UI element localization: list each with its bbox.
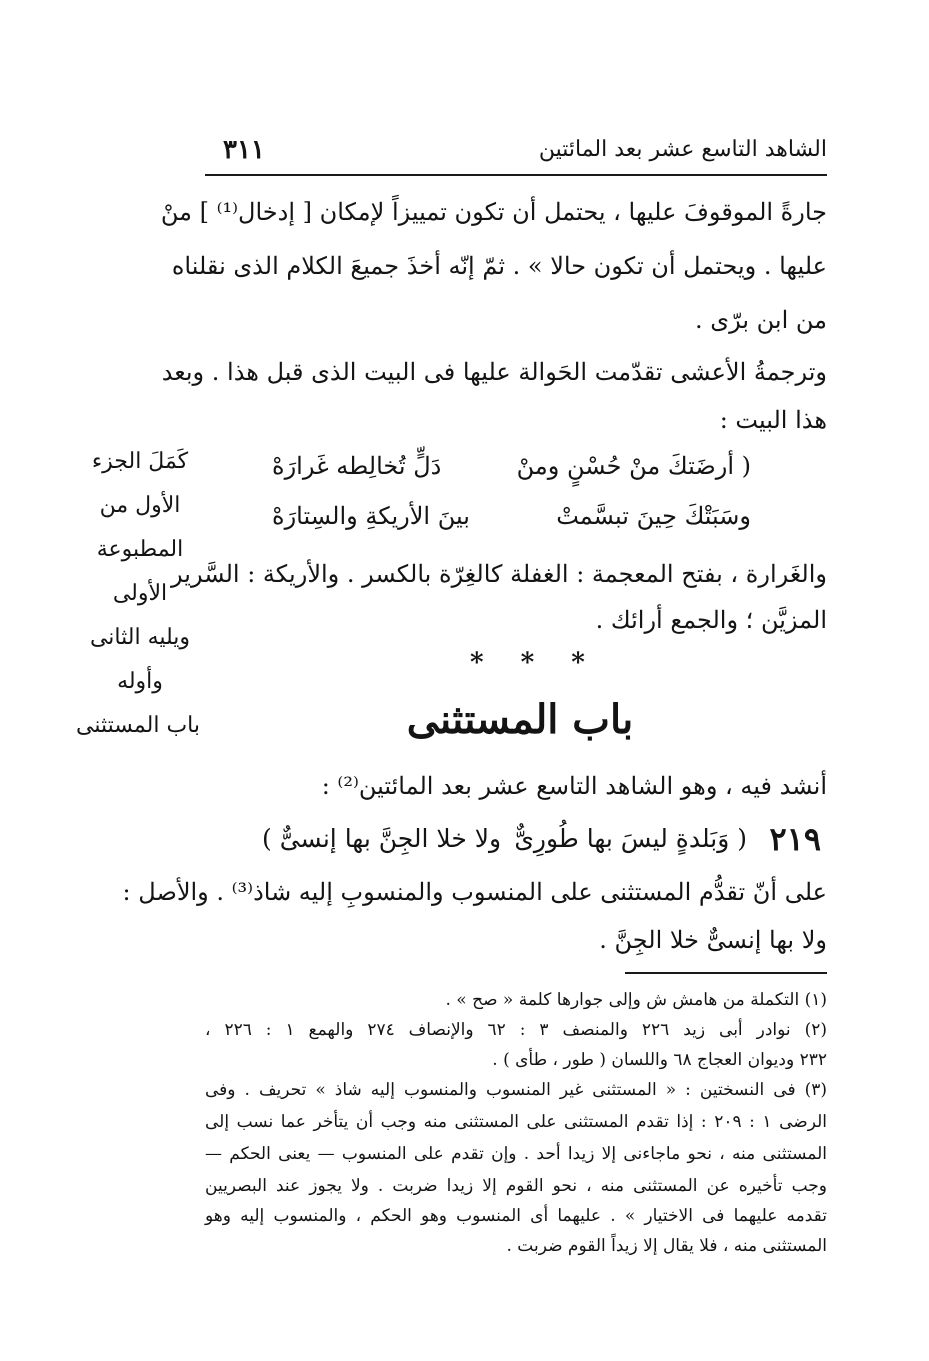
margin-note-line: المطبوعة [96,537,184,562]
margin-note-line: ويليه الثانى [89,625,191,650]
footnote-line: الرضى ١ : ٢٠٩ : إذا تقدم المستثنى على المستثنى منه وجب أن يتأخر عما نسب إلى [205,1112,827,1132]
footnote-line: تقدمه عليهما فى الاختيار » . عليهما أى المنسوب وهو الحكم ، والمنسوب إليه وهو [205,1206,827,1226]
verse-a-first-half: ( أرضَتكَ منْ حُسْنٍ ومنْ [516,452,751,480]
verse-b-first-half: وسَبَتْكَ حِينَ تبسَّمتْ [556,502,751,530]
gloss-line-1: والغَرارة ، بفتح المعجمة : الغفلة كالغِرّة بالكسر . والأريكة : السَّرير [171,560,827,588]
footnote-line: المستثنى منه ، نحو ماجاءنى إلا زيدا أحد . وإن تقدم على المنسوب — يعنى الحكم — [205,1144,827,1164]
margin-note [76,440,200,748]
body-line-2: عليها . ويحتمل أن تكون حالا » . ثمّ إنّه أخذَ جميعَ الكلام الذى نقلناه [171,252,827,280]
after-line-1: على أنّ تقدُّم المستثنى على المنسوب والمنسوبِ إليه شاذ⁽³⁾ . والأصل : [122,878,827,906]
margin-note-line: الأولى [112,581,168,606]
footnote-line: (٣) فى النسختين : « المستثنى غير المنسوب والمنسوب إليه شاذ » تحريف . وفى [205,1080,827,1100]
footnote-rule [625,972,827,974]
margin-note-line: باب المستثنى [76,713,200,738]
verse-number: ٢١٩ [769,820,821,858]
footnote-line: المستثنى منه ، فلا يقال إلا زيداً القوم ضربت . [506,1236,827,1256]
body-line-3: من ابن برّى . [695,306,827,334]
verse-219-second-half: ولا خلا الجِنَّ بها إنسىٌّ ) [262,824,502,853]
margin-note-line: وأوله [117,669,163,694]
body-line-4: وترجمةُ الأعشى تقدّمت الحَوالة عليها فى البيت الذى قبل هذا . وبعد [161,358,827,386]
footnote-line: ٢٣٢ وديوان العجاج ٦٨ واللسان ( طور ، طأى ) . [492,1050,827,1070]
margin-note-line: الأول من [99,493,181,518]
verse-219-first-half: ( وَبَلدةٍ ليسَ بها طُورِىٌّ [514,824,747,853]
verse-b-second-half: بينَ الأريكةِ والسِتارَهْ [272,502,470,530]
after-line-2: ولا بها إنسىٌّ خلا الجِنَّ . [599,926,827,954]
header-rule [205,174,827,176]
page-number: ٣١١ [223,135,265,165]
verse-a-second-half: دَلٍّ تُخالِطه غَرارَهْ [272,452,442,480]
footnote-line: (١) التكملة من هامش ش وإلى جوارها كلمة « صح » . [445,990,827,1010]
intro-line: أنشد فيه ، وهو الشاهد التاسع عشر بعد المائتين⁽²⁾ : [321,772,827,800]
header-title: الشاهد التاسع عشر بعد المائتين [538,137,827,162]
section-separator: * * * [470,648,599,678]
gloss-line-2: المزيَّن ؛ والجمع أرائك . [595,606,827,634]
running-header [205,135,827,171]
chapter-title: باب المستثنى [406,696,634,743]
footnote-line: (٢) نوادر أبى زيد ٢٢٦ والمنصف ٣ : ٦٢ والإنصاف ٢٧٤ والهمع ١ : ٢٢٦ ، [205,1020,827,1040]
footnote-line: وجب تأخيره عن المستثنى منه ، نحو القوم إلا زيدا ضربت . ولا يجوز عند البصريين [205,1176,827,1196]
margin-note-line: كَمَلَ الجزء [91,449,189,474]
body-line-5: هذا البيت : [719,406,827,434]
body-line-1: جارةً الموقوفَ عليها ، يحتمل أن تكون تمييزاً لإمكان [ إدخال⁽¹⁾ ] منْ [160,198,827,226]
